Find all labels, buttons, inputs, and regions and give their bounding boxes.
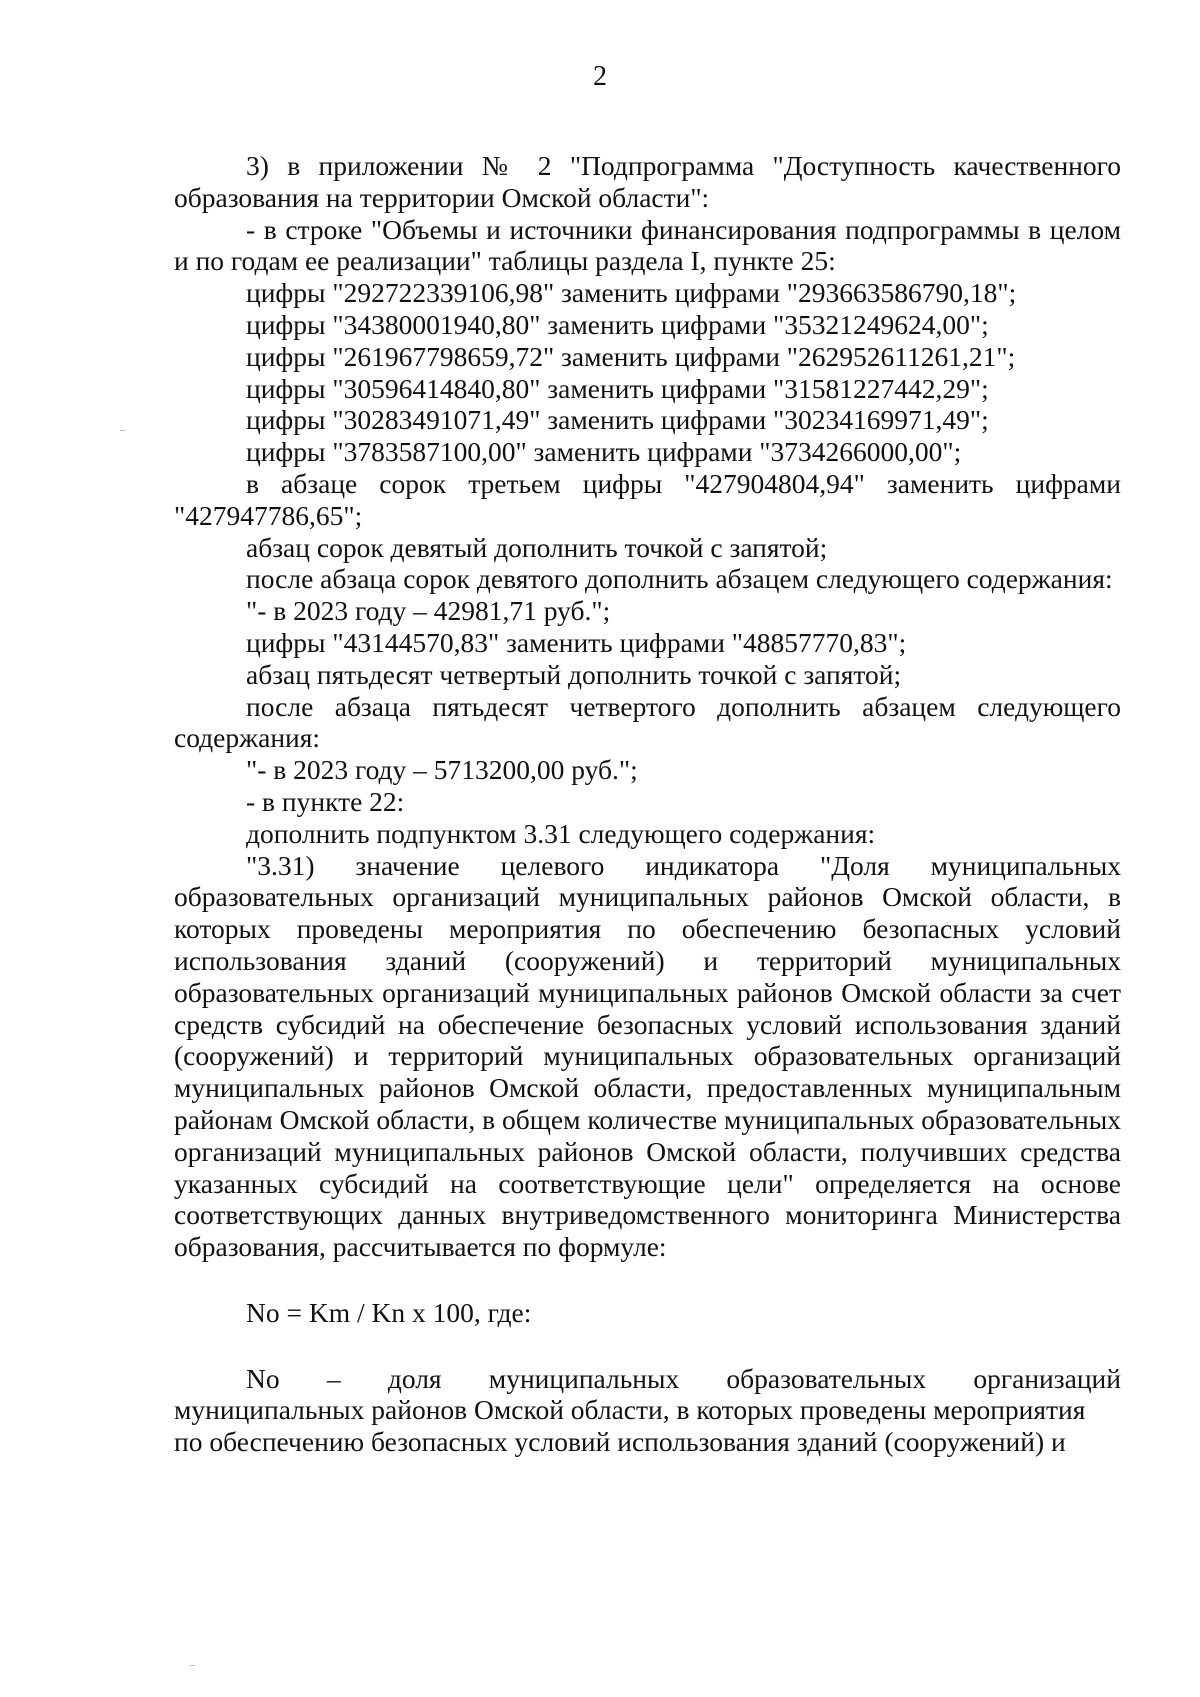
formula: No = Km / Kn x 100, где: (246, 1296, 532, 1328)
scan-speck (190, 1665, 195, 1666)
document-body (174, 150, 1121, 1458)
paragraph-after-49: после абзаца сорок девятого дополнить абзацем следующего содержания: (246, 563, 1113, 595)
replacement-line-1: цифры "292722339106,98" заменить цифрами "293663586790,18"; (246, 277, 1017, 309)
paragraph-punkt-22: - в пункте 22: (246, 785, 405, 817)
scan-speck (120, 430, 125, 431)
paragraph-funding-row: - в строке "Объемы и источники финансирования подпрограммы в целом и по годам ее реализации" таблицы раздела I, пункте 25: (174, 213, 1121, 277)
paragraph-after-54: после абзаца пятьдесят четвертого дополнить абзацем следующего содержания: (174, 690, 1121, 754)
replacement-line-5: цифры "30283491071,49" заменить цифрами "30234169971,49"; (246, 404, 989, 436)
page-number: 2 (593, 61, 607, 92)
paragraph-abzac-49: абзац сорок девятый дополнить точкой с запятой; (246, 531, 828, 563)
definition-no-line-3: по обеспечению безопасных условий использования зданий (сооружений) и (174, 1426, 1066, 1458)
paragraph-add-subpoint: дополнить подпунктом 3.31 следующего содержания: (246, 817, 876, 849)
paragraph-abzac-43: в абзаце сорок третьем цифры "427904804,94" заменить цифрами "427947786,65"; (174, 467, 1121, 531)
paragraph-2023-amount-2: "- в 2023 году – 5713200,00 руб."; (246, 754, 638, 786)
replacement-line-4: цифры "30596414840,80" заменить цифрами "31581227442,29"; (246, 372, 989, 404)
replacement-line-6: цифры "3783587100,00" заменить цифрами "3734266000,00"; (246, 436, 962, 468)
paragraph-abzac-54: абзац пятьдесят четвертый дополнить точкой с запятой; (246, 658, 902, 690)
replacement-line-2: цифры "34380001940,80" заменить цифрами "35321249624,00"; (246, 308, 989, 340)
replacement-line-7: цифры "43144570,83" заменить цифрами "48857770,83"; (246, 626, 907, 658)
definition-no-first-line: No – доля муниципальных образовательных организаций (246, 1362, 1121, 1394)
paragraph-indicator-3-31: "3.31) значение целевого индикатора "Доля муниципальных образовательных организаций муниципальных районов Омской области, в которых проведены мероприятия по обеспечению безопасных условий использования зданий (сооружений) и территорий муниципальных образовательных организаций муниципальных районов Омской области за счет средств субсидий на обеспечение безопасных условий использования зданий (сооружений) и территорий муниципальных образовательных организаций муниципальных районов Омской области, предоставленных муниципальным районам Омской области, в общем количестве муниципальных образовательных организаций муниципальных районов Омской области, получивших средства указанных субсидий на соответствующие цели" определяется на основе соответствующих данных внутриведомственного мониторинга Министерства образования, рассчитывается по формуле: (174, 849, 1121, 1263)
replacement-line-3: цифры "261967798659,72" заменить цифрами "262952611261,21"; (246, 340, 1016, 372)
definition-no-line-2: муниципальных районов Омской области, в которых проведены мероприятия (174, 1394, 1086, 1426)
paragraph-amendment-3: 3) в приложении № 2 "Подпрограмма "Доступность качественного образования на территории Омской области": (174, 150, 1121, 213)
paragraph-2023-amount-1: "- в 2023 году – 42981,71 руб."; (246, 595, 611, 627)
